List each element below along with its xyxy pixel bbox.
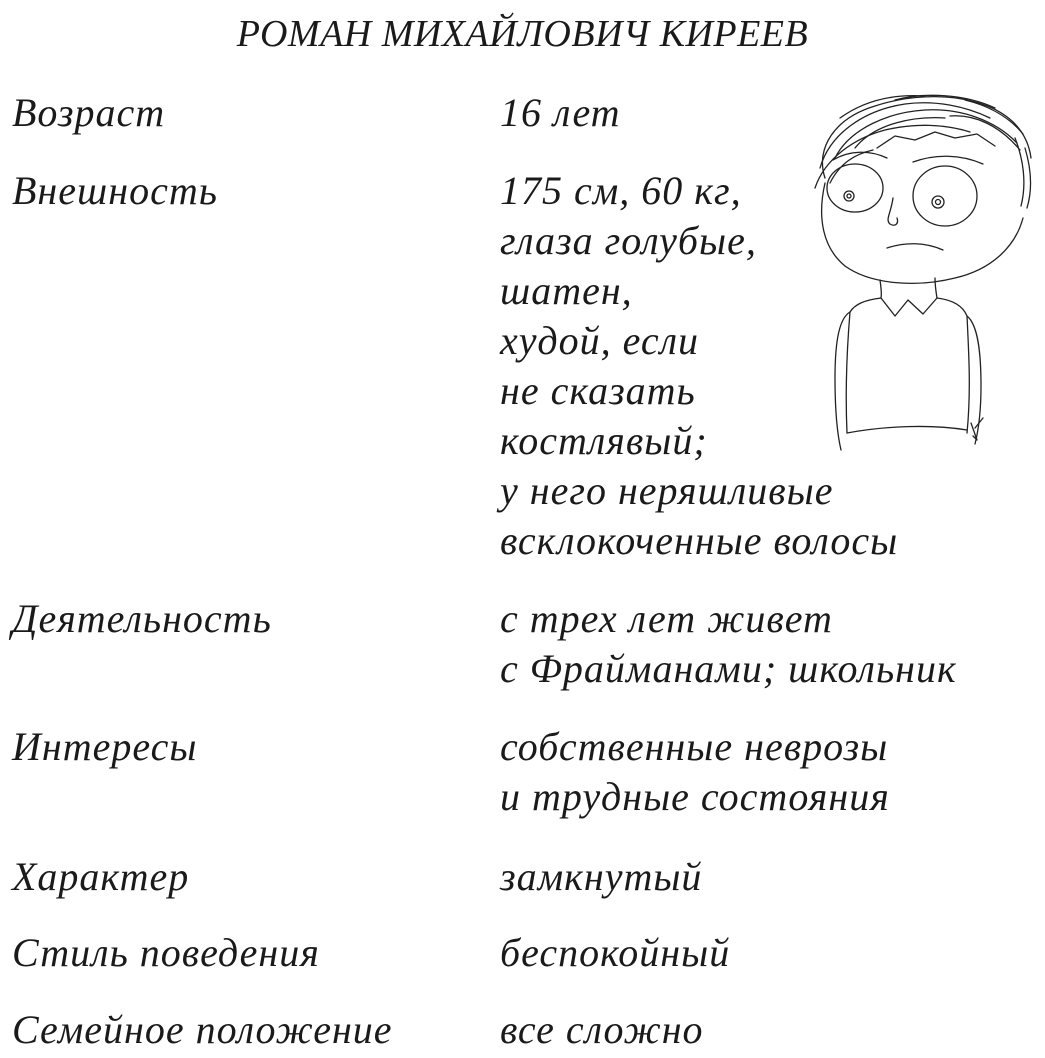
value-line: глаза голубые, — [500, 218, 757, 263]
character-name-title: РОМАН МИХАЙЛОВИЧ КИРЕЕВ — [236, 13, 809, 55]
value-line: беспокойный — [500, 930, 731, 975]
value-line: все сложно — [500, 1007, 704, 1052]
value-line: с Фрайманами; школьник — [500, 646, 957, 691]
waist-line — [847, 426, 967, 433]
row-value — [500, 852, 702, 902]
value-line: не сказать — [500, 368, 696, 413]
row-value — [500, 1005, 704, 1055]
value-line: шатен, — [500, 268, 633, 313]
row-label: Деятельность — [12, 596, 272, 641]
value-line: 175 см, 60 кг, — [500, 168, 742, 213]
row-value — [500, 88, 621, 138]
value-line: костлявый; — [500, 418, 708, 463]
torso-outline — [846, 298, 881, 433]
row-label: Возраст — [12, 90, 166, 135]
left-arm — [835, 312, 850, 450]
row-label: Семейное положение — [12, 1007, 393, 1052]
torso-outline — [937, 298, 969, 433]
row-label: Интересы — [12, 724, 198, 769]
nose — [888, 198, 897, 225]
row-value — [500, 722, 890, 822]
character-portrait-sketch — [795, 88, 1035, 460]
value-line: и трудные состояния — [500, 774, 890, 819]
value-line: собственные неврозы — [500, 724, 889, 769]
left-pupil-inner — [847, 194, 851, 198]
neck-left — [880, 280, 881, 298]
value-line: с трех лет живет — [500, 596, 833, 641]
row-label: Внешность — [12, 168, 218, 213]
right-pupil — [932, 196, 944, 208]
right-eyebrow — [913, 156, 983, 164]
row-label: Характер — [12, 854, 190, 899]
hair-scribble — [1015, 138, 1031, 208]
row-value — [500, 928, 730, 978]
left-pupil — [844, 191, 854, 201]
portrait-drawing — [795, 88, 1035, 460]
row-label: Стиль поведения — [12, 930, 320, 975]
value-line: 16 лет — [500, 90, 621, 135]
face-outline — [822, 183, 1023, 283]
right-eye — [913, 166, 977, 226]
value-line: замкнутый — [500, 854, 703, 899]
right-pupil-inner — [936, 200, 941, 205]
mouth — [887, 244, 943, 250]
value-line: у него неряшливые — [500, 468, 834, 513]
left-eye — [827, 164, 883, 212]
row-value — [500, 594, 957, 694]
hair-scribble — [835, 110, 1017, 158]
hair-scribble — [830, 132, 995, 183]
value-line: худой, если — [500, 318, 700, 363]
value-line: всклокоченные волосы — [500, 518, 899, 563]
collar — [881, 298, 937, 316]
left-eyebrow — [833, 152, 887, 160]
